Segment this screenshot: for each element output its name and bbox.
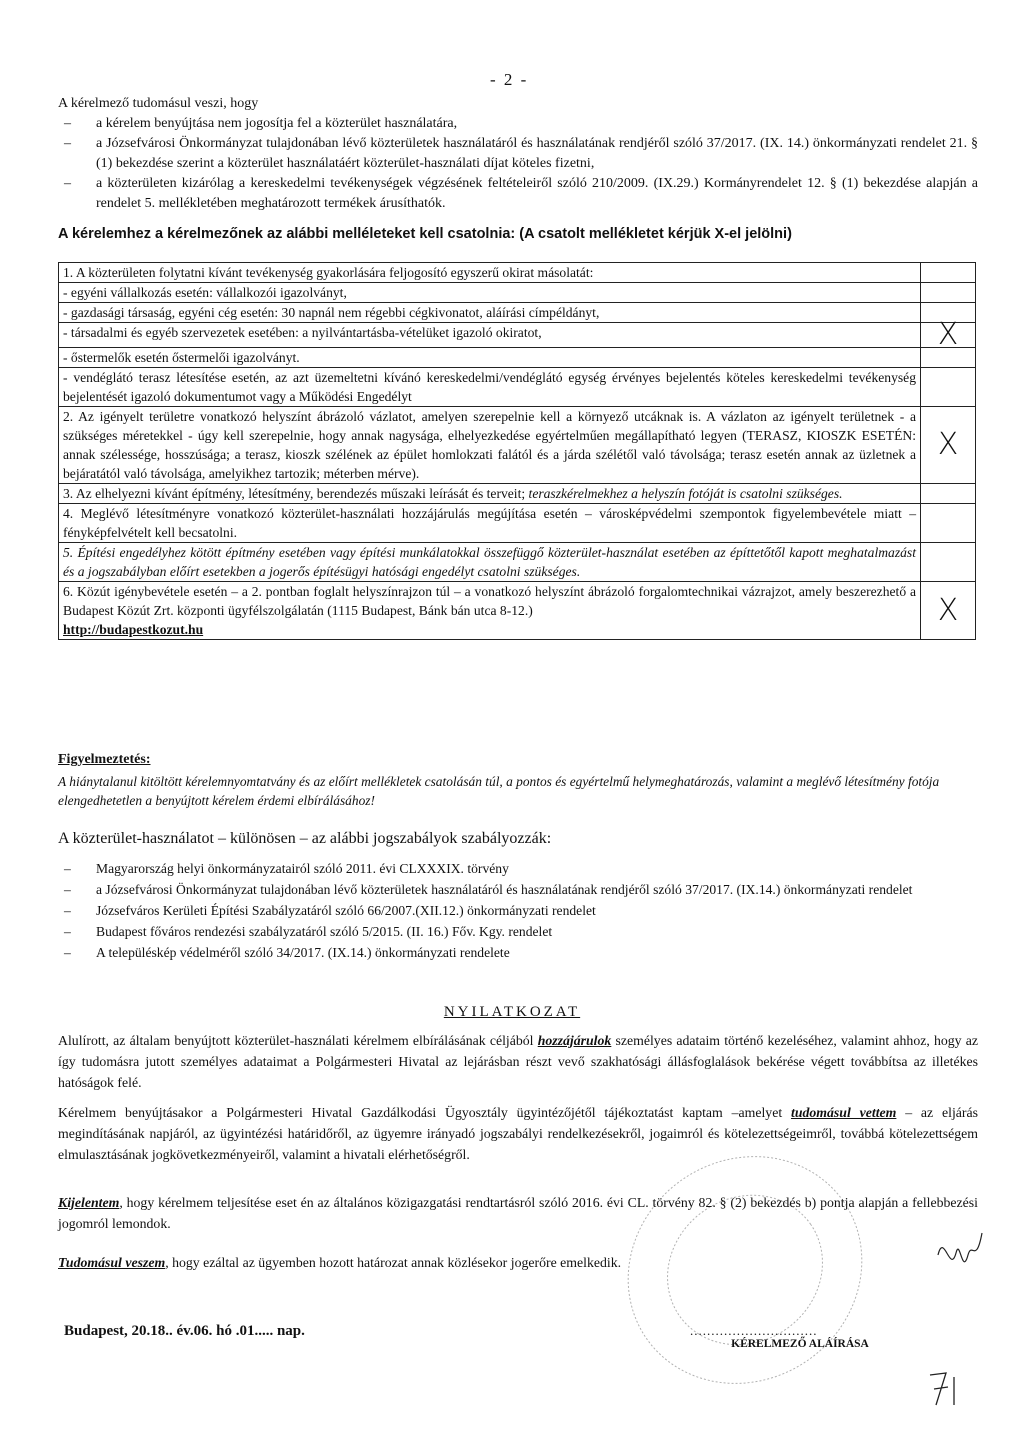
intro-item: – a kérelem benyújtása nem jogosítja fel a közterület használatára, <box>64 116 458 131</box>
budapestkozut-link[interactable]: http://budapestkozut.hu <box>63 622 204 637</box>
handwritten-page-mark <box>926 1365 962 1409</box>
law-item: – a Józsefvárosi Önkormányzat tulajdonában lévő közterületek használatáról és használatának rendjéről szóló 37/2017. (IX.14.) önkormányzati rendelet <box>64 882 913 897</box>
handwritten-signature <box>930 1225 990 1285</box>
attachment-checkbox[interactable] <box>921 484 976 504</box>
declaration-paragraph: Kérelmem benyújtásakor a Polgármesteri Hivatal Gazdálkodási Ügyosztály ügyintézőjétől tájékoztatást kaptam –amelyet tudomásul vettem – az eljárás megindításának napjáról, az ügyintézési határidőről, az ügyemre irányadó jogszabályi rendelkezésekről, jogaimról és kötelezettségeimről, továbbá kötelezettségem elmulasztásának jogkövetkezményeiről, valamint a hivatali elérhetőségről. <box>58 1105 978 1162</box>
attachment-checkbox[interactable] <box>921 368 976 407</box>
declaration-paragraph: Alulírott, az általam benyújtott közterület-használati kérelmem elbírálásának céljából hozzájárulok személyes adataim történő kezeléséhez, valamint ahhoz, hogy az így tudomásra jutott személyes adataimat a Polgármesteri Hivatal az lejárásban részt vevő szakhatósági állásfoglalások bekérése végett továbbítsa az illetékes hatóságok felé. <box>58 1033 978 1090</box>
table-row: - gazdasági társaság, egyéni cég esetén: 30 napnál nem régebbi cégkivonatot, aláírási címpéldányt, <box>59 303 976 323</box>
table-row: 5. Építési engedélyhez kötött építmény esetében vagy építési munkálatokkal összefüggő közterület-használat esetében az építtetőtől kapott meghatalmazást és a jogszabályban előírt esetekben a jogerős építésügyi hatósági engedélyt csatolni szükséges. <box>59 543 976 582</box>
table-row: 1. A közterületen folytatni kívánt tevékenység gyakorlására feljogosító egyszerű okirat másolatát: <box>59 263 976 283</box>
signature-label: KÉRELMEZŐ ALÁÍRÁSA <box>731 1338 869 1350</box>
declaration-paragraph: Kijelentem, hogy kérelmem teljesítése eset én az általános közigazgatási rendtartásról szóló 2016. évi CL. törvény 82. § (2) bekezdés b) pontja alapján a fellebbezési jogomról lemondok. <box>58 1195 978 1231</box>
place-and-date: Budapest, 20.18.. év.06. hó .01..... nap. <box>64 1323 305 1339</box>
laws-list <box>58 858 978 963</box>
table-row: - vendéglátó terasz létesítése esetén, az azt üzemeltetni kívánó kereskedelmi/vendéglátó egység érvényes bejelentés köteles kereskedelmi tevékenység bejelentését igazoló dokumentumot vagy a Működési Engedélyt <box>59 368 976 407</box>
attachments-table <box>58 262 976 640</box>
organization-stamp <box>610 1140 880 1400</box>
signature-line: .............................. <box>690 1323 818 1338</box>
table-row: 6. Közút igénybevétele esetén – a 2. pontban foglalt helyszínrajzon túl – a vonatkozó helyszínt ábrázoló forgalomtechnikai vázrajzot, amely beszerezhető a Budapest Közút Zrt. központi ügyfélszolgálatán (1115 Budapest, Bánk bán utca 8-12.) http://budapestkozut.hu X <box>59 582 976 640</box>
attachments-heading: A kérelemhez a kérelmezőnek az alábbi melléleteket kell csatolnia: (A csatolt mellékletet kérjük X-el jelölni) <box>58 226 792 242</box>
table-row: - őstermelők esetén őstermelői igazolványt. <box>59 348 976 368</box>
table-row: - társadalmi és egyéb szervezetek esetében: a nyilvántartásba-vételüket igazoló okiratot, X <box>59 323 976 348</box>
intro-lead: A kérelmező tudomásul veszi, hogy <box>58 96 259 111</box>
attachment-checkbox[interactable]: X <box>921 582 976 640</box>
attachment-checkbox[interactable] <box>921 263 976 283</box>
attachment-checkbox[interactable] <box>921 543 976 582</box>
table-row: - egyéni vállalkozás esetén: vállalkozói igazolványt, <box>59 283 976 303</box>
law-item: – A településkép védelméről szóló 34/2017. (IX.14.) önkormányzati rendelete <box>64 945 510 960</box>
attachment-checkbox[interactable]: X <box>921 407 976 484</box>
warning-text: A hiánytalanul kitöltött kérelemnyomtatvány és az előírt mellékletek csatolásán túl, a pontos és egyértelmű helymeghatározás, valamint a meglévő létesítmény fotója elengedhetetlen a benyújtott kérelem érdemi elbírálásához! <box>58 774 940 808</box>
attachment-checkbox[interactable] <box>921 504 976 543</box>
declaration-title: NYILATKOZAT <box>443 1004 581 1020</box>
laws-heading: A közterület-használatot – különösen – az alábbi jogszabályok szabályozzák: <box>58 830 552 847</box>
intro-item: – a Józsefvárosi Önkormányzat tulajdonában lévő közterületek használatáról és használatának rendjéről szóló 37/2017. (IX. 14.) önkormányzati rendelet 21. § (1) bekezdése szerint a közterület használatáért közterület-használati díjat köteles fizetni, <box>64 136 978 171</box>
attachment-checkbox[interactable] <box>921 283 976 303</box>
table-row: 4. Meglévő létesítményre vonatkozó közterület-használati hozzájárulás megújítása esetén – városképvédelmi szempontok figyelembevétele miatt – fényképfelvételt kell becsatolni. <box>59 504 976 543</box>
law-item: – Józsefváros Kerületi Építési Szabályzatáról szóló 66/2007.(XII.12.) önkormányzati rendelet <box>64 903 596 918</box>
attachment-checkbox[interactable]: X <box>921 323 976 348</box>
law-item: – Magyarország helyi önkormányzatairól szóló 2011. évi CLXXXIX. törvény <box>64 861 509 876</box>
table-row: 2. Az igényelt területre vonatkozó helyszínt ábrázoló vázlatot, amelyen szerepelnie kell a környező utcáknak is. A vázlaton az igényelt területnek - a szükséges méretekkel - úgy kell szerepelnie, hogy annak nagysága, elhelyezkedése egyértelműen megállapítható legyen (TERASZ, KIOSZK ESETÉN: annak szélessége, hosszúsága; a terasz, kioszk szélének az épület homlokzati falától és a járda szélétől való távolsága; terasz esetén annak az üzletnek a bejáratától való távolsága, amelyikhez tartozik; méterben mérve). X <box>59 407 976 484</box>
table-row: 3. Az elhelyezni kívánt építmény, létesítmény, berendezés műszaki leírását és terveit; teraszkérelmekhez a helyszín fotóját is csatolni szükséges. <box>59 484 976 504</box>
intro-section <box>58 94 978 214</box>
page-number: - 2 - <box>490 70 529 89</box>
warning-title: Figyelmeztetés: <box>58 752 151 767</box>
intro-item: – a közterületen kizárólag a kereskedelmi tevékenységek végzésének feltételeiről szóló 210/2009. (IX.29.) Kormányrendelet 12. § (1) bekezdése alapján a rendelet 5. mellékletében meghatározott termékek árusíthatók. <box>64 176 978 211</box>
declaration-paragraph: Tudomásul veszem, hogy ezáltal az ügyemben hozott határozat annak közlésekor jogerőre emelkedik. <box>58 1255 622 1270</box>
law-item: – Budapest főváros rendezési szabályzatáról szóló 5/2015. (II. 16.) Főv. Kgy. rendelet <box>64 924 553 939</box>
